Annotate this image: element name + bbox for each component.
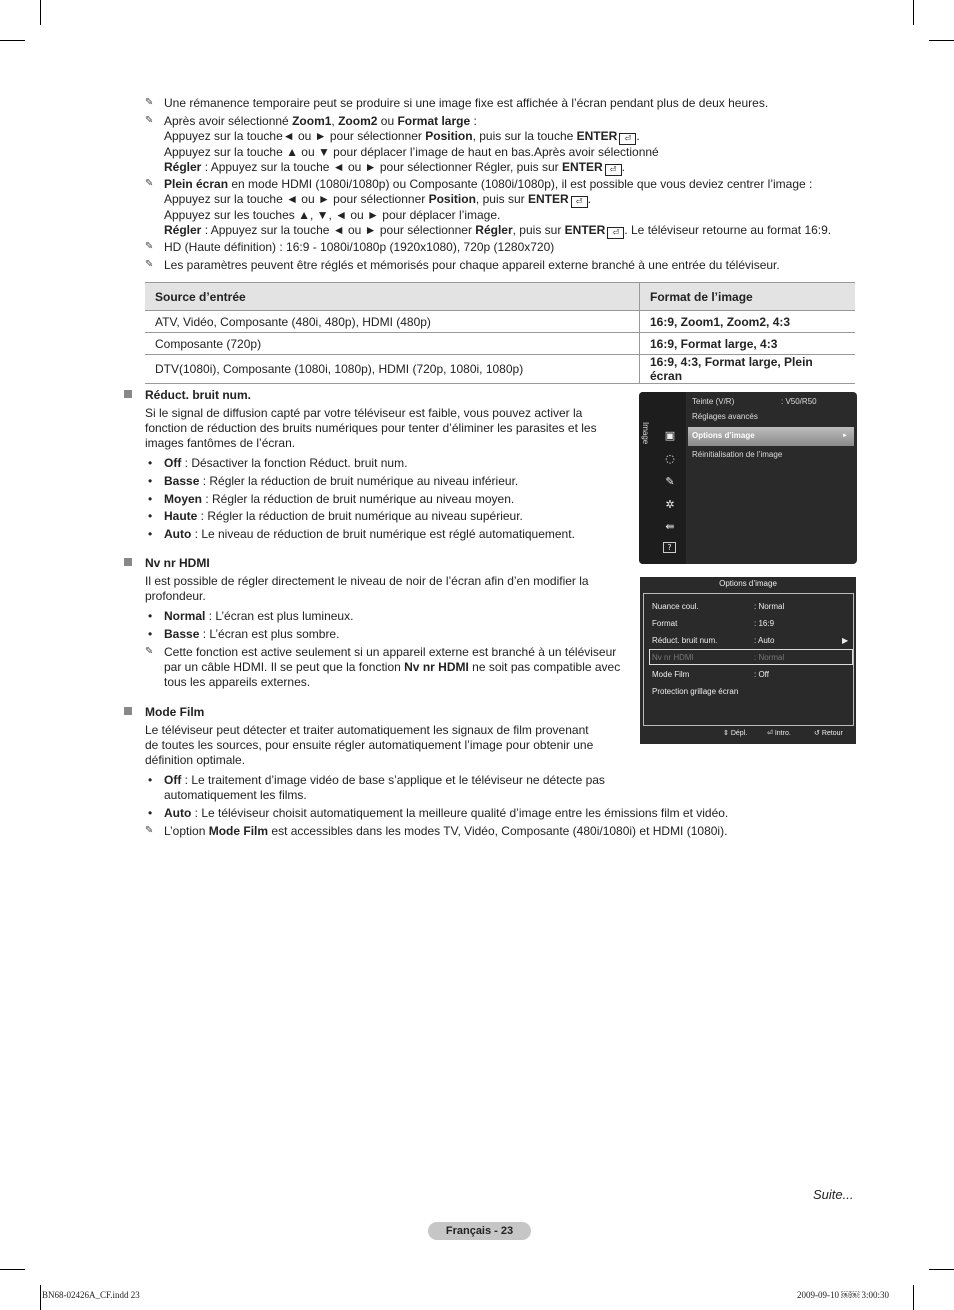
bullet-dot-icon: • <box>148 806 153 820</box>
bullet-dot-icon: • <box>148 509 153 523</box>
menu-side-label: Image <box>641 422 650 445</box>
setup-icon[interactable]: ✎ <box>665 475 675 488</box>
section-title: Réduct. bruit num. <box>145 388 251 402</box>
footer-date: 2009-09-10 ￼￼ 3:00:30 <box>797 1290 889 1300</box>
note-icon: ✎ <box>145 646 154 657</box>
table-cell: DTV(1080i), Composante (1080i, 1080p), HDMI (720p, 1080i, 1080p) <box>145 355 640 384</box>
table-row <box>145 355 855 384</box>
footer-move-label: Dépl. <box>730 730 748 737</box>
section-paragraph <box>145 723 615 768</box>
table-cell: 16:9, Format large, 4:3 <box>640 333 856 355</box>
table-header-format: Format de l’image <box>640 283 856 311</box>
menu-title: Options d’image <box>719 579 777 588</box>
section-title: Mode Film <box>145 705 205 719</box>
table-cell: 16:9, 4:3, Format large, Plein écran <box>640 355 856 384</box>
bullet-text: Basse : Régler la réduction de bruit numérique au niveau inférieur. <box>164 474 519 488</box>
footer-file: BN68-02426A_CF.indd 23 <box>42 1290 140 1300</box>
format-table <box>145 282 855 384</box>
footer-move <box>723 729 747 737</box>
note-text <box>164 114 854 176</box>
bullet-text: Normal : L’écran est plus lumineux. <box>164 609 354 623</box>
note-line: Une rémanence temporaire peut se produire si une image fixe est affichée à l’écran pendant plus de deux heures. <box>164 96 769 110</box>
note-line: Plein écran en mode HDMI (1080i/1080p) ou Composante (1080i/1080p), il est possible que vous deviez centrer l’image : <box>164 177 813 191</box>
table-row <box>145 311 855 333</box>
menu-row-label[interactable]: Réduct. bruit num. <box>652 636 718 645</box>
note-icon: ✎ <box>145 241 154 252</box>
note-line: Après avoir sélectionné Zoom1, Zoom2 ou Format large : <box>164 114 477 128</box>
note-line: Régler : Appuyez sur la touche ◄ ou ► pour sélectionner Régler, puis sur ENTER ⏎ . <box>164 160 625 174</box>
footer-enter-label: Intro. <box>774 730 791 737</box>
arrow-right-icon: ▶ <box>842 636 849 645</box>
note-line: Régler : Appuyez sur la touche ◄ ou ► pour sélectionner Régler, puis sur ENTER ⏎ . Le téléviseur retourne au format 16:9. <box>164 223 832 237</box>
bullet-square-icon <box>124 558 132 566</box>
bullet-text: Auto : Le téléviseur choisit automatiquement la meilleure qualité d’image entre les émissions film et vidéo. <box>164 806 729 820</box>
note-line: Cette fonction est active seulement si un appareil externe est branché à un téléviseur <box>164 645 617 659</box>
table-cell: Composante (720p) <box>145 333 640 355</box>
menu-row-label[interactable]: Format <box>652 619 678 628</box>
table-cell: 16:9, Zoom1, Zoom2, 4:3 <box>640 311 856 333</box>
menu-row-label[interactable]: Nuance coul. <box>652 602 699 611</box>
note-line: Appuyez sur la touche◄ ou ► pour sélectionner Position, puis sur la touche ENTER ⏎ . <box>164 129 640 143</box>
note-line: Appuyez sur la touche ◄ ou ► pour sélectionner Position, puis sur ENTER ⏎ . <box>164 192 591 206</box>
note-icon: ✎ <box>145 178 154 189</box>
bullet-dot-icon: • <box>148 492 153 506</box>
note-text <box>164 824 854 839</box>
crop-mark <box>40 0 41 25</box>
arrow-right-icon: ► <box>842 433 848 439</box>
bullet-dot-icon: • <box>148 456 153 470</box>
crop-mark <box>929 1269 954 1270</box>
bullet-text: Basse : L’écran est plus sombre. <box>164 627 340 641</box>
bullet-text: Off : Désactiver la fonction Réduct. bruit num. <box>164 456 408 470</box>
return-icon: ↺ <box>814 730 820 737</box>
crop-mark <box>0 1269 25 1270</box>
note-text <box>164 177 854 239</box>
enter-key-icon: ⏎ <box>607 227 624 239</box>
note-icon: ✎ <box>145 825 154 836</box>
menu-item-value: : V50/R50 <box>781 397 817 406</box>
bullet-dot-icon: • <box>148 474 153 488</box>
note-line: Appuyez sur les touches ▲, ▼, ◄ ou ► pour déplacer l’image. <box>164 208 501 222</box>
bullet-square-icon <box>124 390 132 398</box>
enter-key-icon: ⏎ <box>605 164 622 176</box>
table-header-source: Source d’entrée <box>145 283 640 311</box>
note-line: HD (Haute définition) : 16:9 - 1080i/1080p (1920x1080), 720p (1280x720) <box>164 240 555 254</box>
note-line: Appuyez sur la touche ▲ ou ▼ pour déplacer l’image de haut en bas.Après avoir sélectionné <box>164 145 659 159</box>
menu-row-value: : Normal <box>754 602 785 611</box>
note-text <box>164 258 854 273</box>
crop-mark <box>913 0 914 25</box>
table-row <box>145 333 855 355</box>
table-cell: ATV, Vidéo, Composante (480i, 480p), HDMI (480p) <box>145 311 640 333</box>
tv-menu-image <box>639 392 857 564</box>
menu-row-label[interactable]: Mode Film <box>652 670 690 679</box>
footer-back-label: Retour <box>821 730 843 737</box>
section-paragraph: Il est possible de régler directement le niveau de noir de l’écran afin d’en modifier la profondeur. <box>145 574 589 603</box>
menu-item-teinte[interactable]: Teinte (V/R) <box>692 397 735 406</box>
menu-item-options[interactable]: Options d’image <box>692 431 755 440</box>
bullet-text: Haute : Régler la réduction de bruit numérique au niveau supérieur. <box>164 509 523 523</box>
help-icon[interactable]: ? <box>663 542 676 553</box>
paragraph-line: de toutes les sources, pour ensuite régler automatiquement l’image pour obtenir une <box>145 738 594 752</box>
bullet-text: Moyen : Régler la réduction de bruit numérique au niveau moyen. <box>164 492 515 506</box>
crop-mark <box>929 40 954 41</box>
gear-icon[interactable]: ✲ <box>665 498 675 511</box>
note-icon: ✎ <box>145 97 154 108</box>
note-text <box>164 96 854 111</box>
menu-panel <box>643 593 854 726</box>
bullet-dot-icon: • <box>148 527 153 541</box>
section-paragraph: Si le signal de diffusion capté par votre téléviseur est faible, vous pouvez activer la fonction de réduction des bruits numériques pour tenter d’éliminer les parasites et les images fantômes de l’écran. <box>145 406 597 450</box>
menu-item-reinit[interactable]: Réinitialisation de l’image <box>692 450 783 459</box>
bullet-dot-icon: • <box>148 627 153 641</box>
crop-mark <box>913 1285 914 1310</box>
menu-row-value: : 16:9 <box>754 619 775 628</box>
table-header-row <box>145 283 855 311</box>
tv-menu-options <box>640 577 856 744</box>
menu-row-value: : Normal <box>754 653 785 662</box>
sound-icon[interactable]: ◌ <box>665 452 675 465</box>
page-number-tab: Français - 23 <box>428 1222 531 1240</box>
section-heading-reduct <box>124 388 251 403</box>
section-heading-film <box>124 705 204 720</box>
menu-row-value: : Auto <box>754 636 775 645</box>
bullet-square-icon <box>124 707 132 715</box>
note-icon: ✎ <box>145 115 154 126</box>
input-icon[interactable]: ⇚ <box>665 520 675 533</box>
menu-row-value: : Off <box>754 670 769 679</box>
enter-key-icon: ⏎ <box>571 196 588 208</box>
note-line: L’option Mode Film est accessibles dans les modes TV, Vidéo, Composante (480i/1080i) et HDMI (1080i). <box>164 824 728 838</box>
paragraph-line: définition optimale. <box>145 753 246 767</box>
crop-mark <box>40 1285 41 1310</box>
crop-mark <box>0 40 25 41</box>
updown-icon: ⇕ <box>723 730 729 737</box>
menu-row-label: Nv nr HDMI <box>652 653 694 662</box>
note-line: Les paramètres peuvent être réglés et mémorisés pour chaque appareil externe branché à une entrée du téléviseur. <box>164 258 780 272</box>
bullet-dot-icon: • <box>148 609 153 623</box>
note-line: par un câble HDMI. Il se peut que la fonction Nv nr HDMI ne soit pas compatible avec <box>164 660 621 674</box>
enter-icon: ⏎ <box>767 730 773 737</box>
section-heading-nvnr <box>124 556 210 571</box>
continue-label: Suite... <box>813 1187 854 1202</box>
menu-item-reglages[interactable]: Réglages avancés <box>692 412 758 421</box>
note-icon: ✎ <box>145 259 154 270</box>
note-line: tous les appareils externes. <box>164 675 311 689</box>
bullet-text: Auto : Le niveau de réduction de bruit numérique est réglé automatiquement. <box>164 527 575 541</box>
footer-back <box>814 729 843 737</box>
note-text <box>164 645 644 690</box>
picture-icon[interactable]: ▣ <box>664 429 676 442</box>
menu-row-label[interactable]: Protection grillage écran <box>652 687 739 696</box>
section-title: Nv nr HDMI <box>145 556 210 570</box>
note-text <box>164 240 854 255</box>
bullet-text: Off : Le traitement d’image vidéo de base s’applique et le téléviseur ne détecte pas automatiquement les films. <box>164 773 605 802</box>
menu-sidebar <box>639 392 686 564</box>
enter-key-icon: ⏎ <box>619 133 636 145</box>
paragraph-line: Le téléviseur peut détecter et traiter automatiquement les signaux de film provenant <box>145 723 589 737</box>
bullet-dot-icon: • <box>148 773 153 787</box>
footer-enter <box>767 729 791 737</box>
